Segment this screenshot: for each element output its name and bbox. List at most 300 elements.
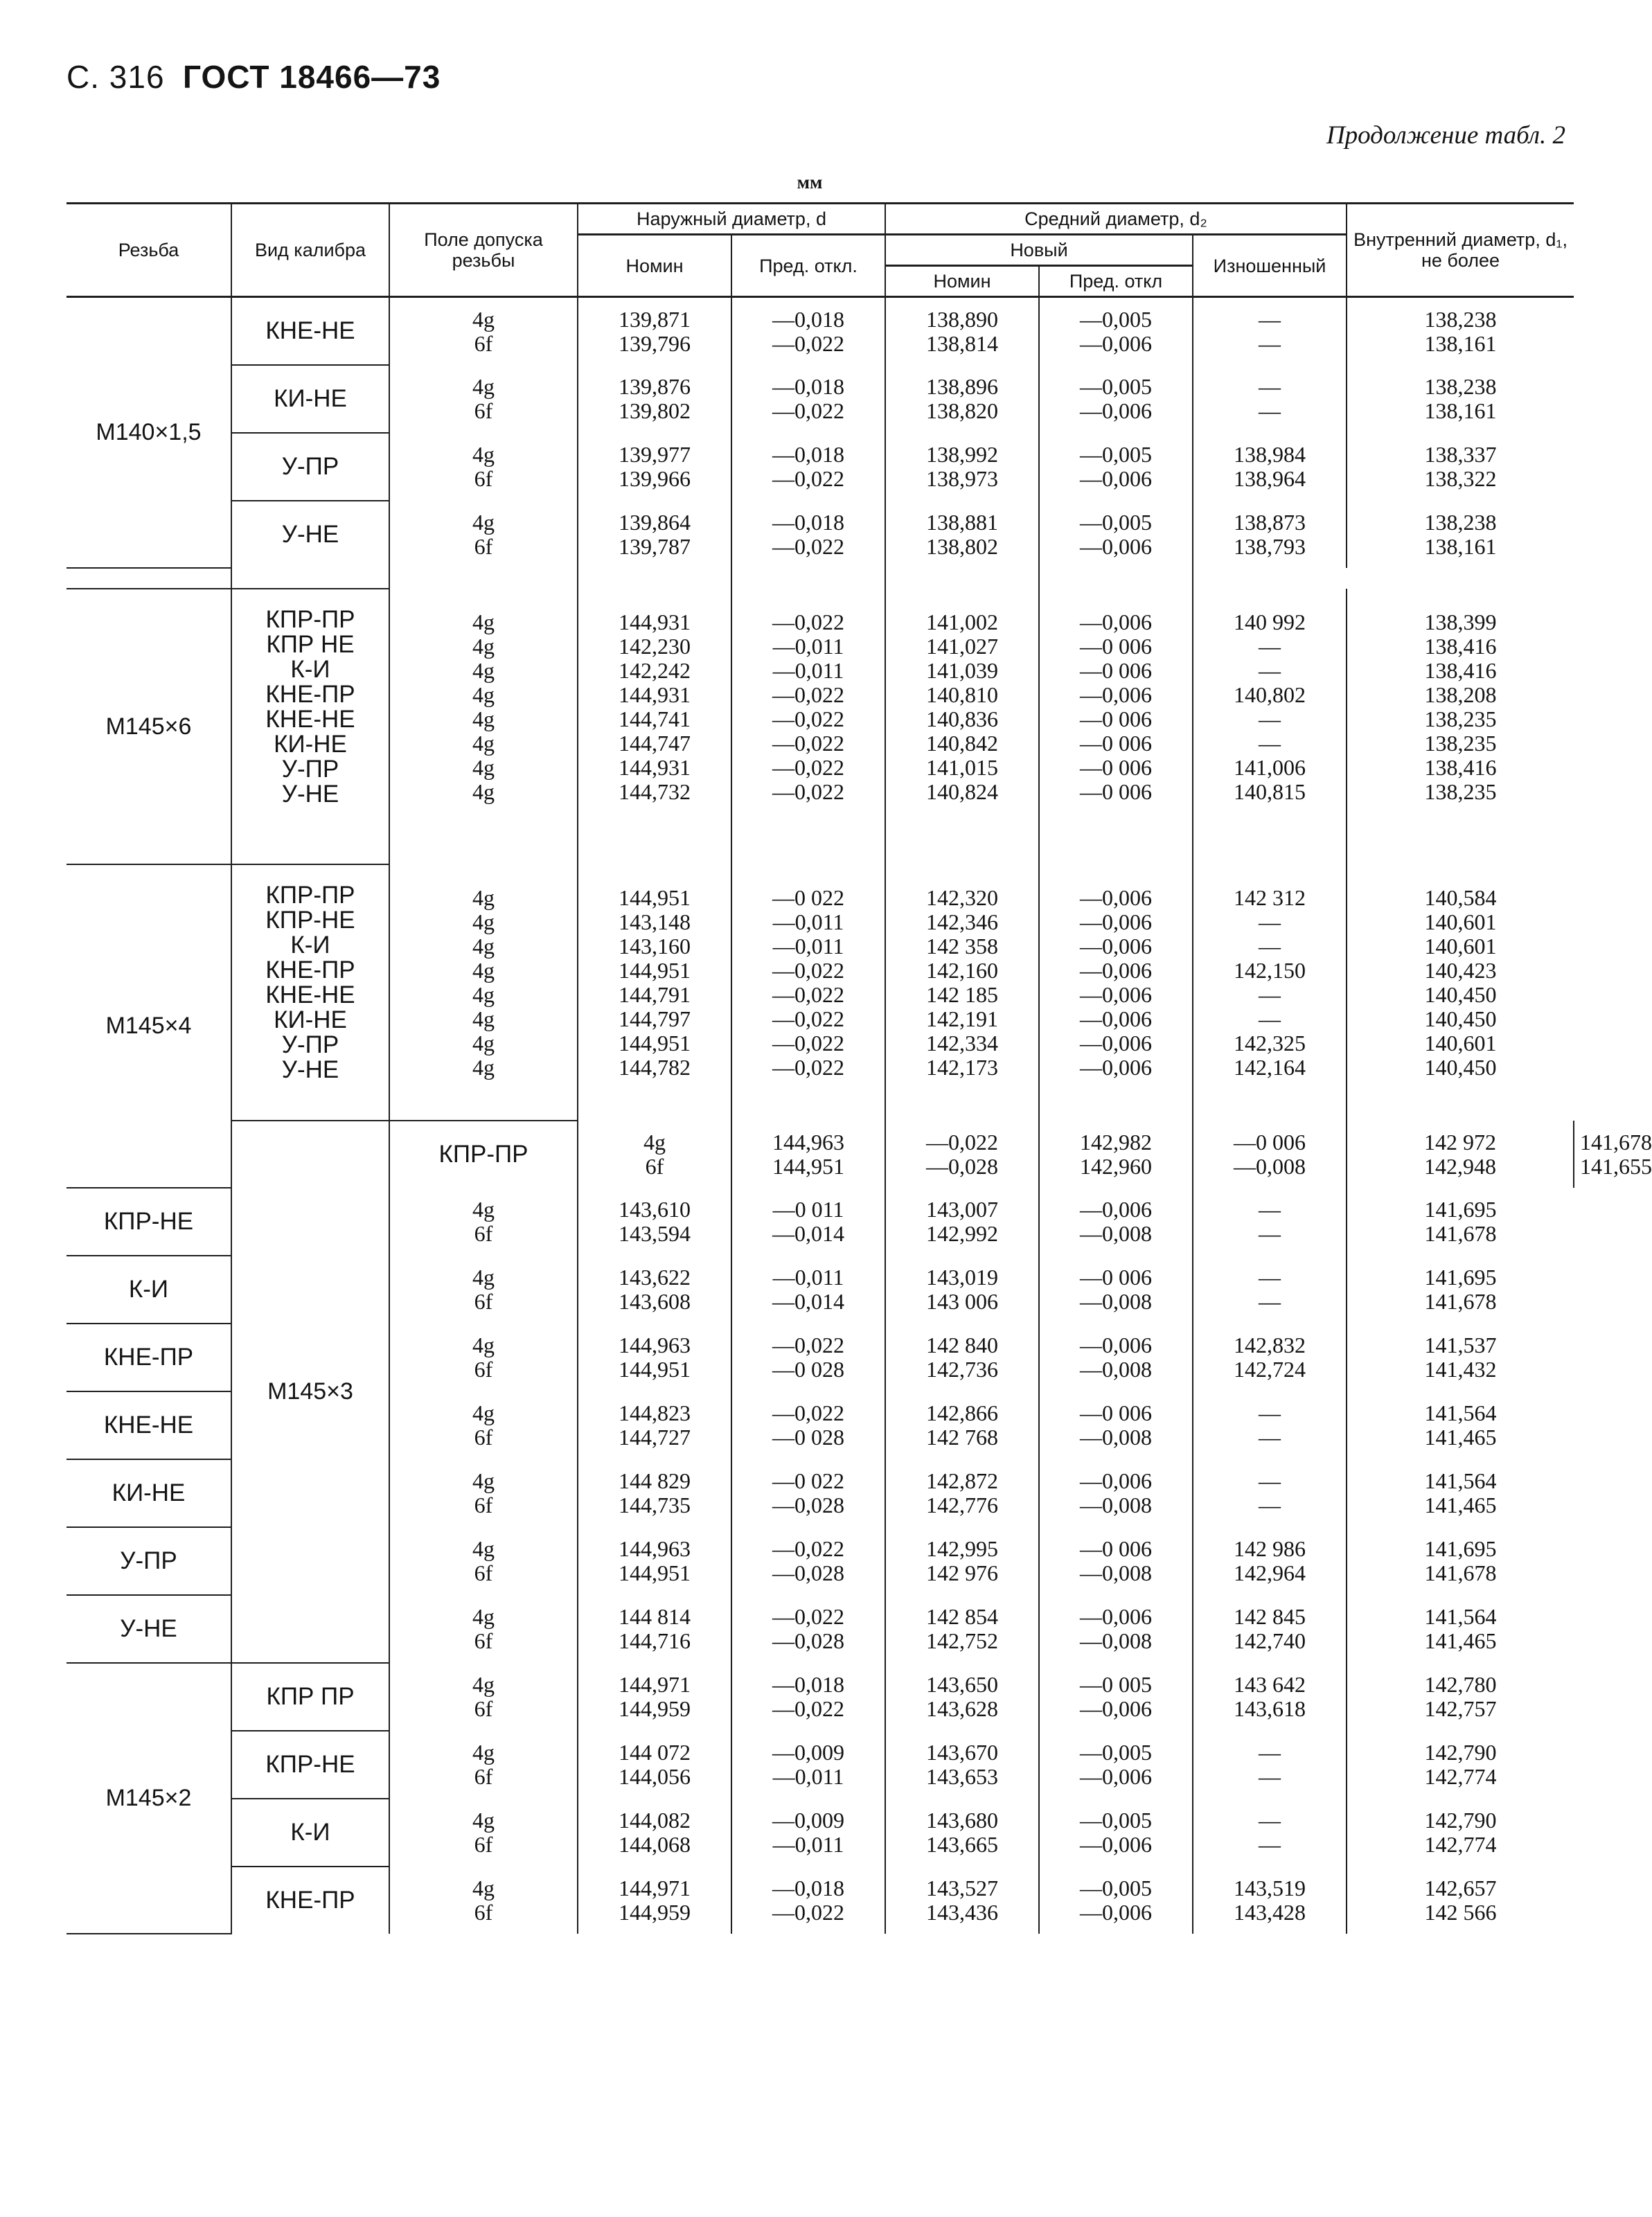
outer-deviation-value: —0,011 bbox=[772, 933, 844, 959]
pitch-nominal-value: 142,346 bbox=[926, 909, 998, 934]
pitch-nominal-cell bbox=[885, 1188, 1039, 1256]
pitch-deviation-value: —0 006 bbox=[1080, 754, 1152, 780]
outer-deviation-value: —0,011 bbox=[772, 1265, 844, 1290]
pitch-nominal-value: 142 358 bbox=[926, 933, 998, 959]
pitch-worn-value: — bbox=[1259, 633, 1281, 659]
outer-deviation-value: —0,022 bbox=[772, 466, 844, 491]
outer-deviation-value: —0,022 bbox=[772, 1030, 844, 1056]
outer-deviation-value: —0,022 bbox=[772, 533, 844, 559]
pitch-nominal-value: 142,173 bbox=[926, 1054, 998, 1080]
outer-nominal-value: 143,608 bbox=[619, 1289, 691, 1314]
table-row bbox=[66, 365, 1574, 433]
thread-gauge-table bbox=[66, 202, 1652, 1934]
inner-diameter-cell bbox=[1347, 365, 1574, 433]
pitch-deviation-value: —0,006 bbox=[1080, 682, 1152, 707]
tolerance-value: 6f bbox=[474, 1832, 493, 1857]
pitch-nominal-value: 140,810 bbox=[926, 682, 998, 707]
tolerance-value: 4g bbox=[472, 933, 495, 959]
gap-cell bbox=[1193, 568, 1347, 589]
outer-nominal-value: 144,056 bbox=[619, 1764, 691, 1789]
outer-nominal-cell bbox=[578, 433, 731, 501]
outer-nominal-cell bbox=[578, 1663, 731, 1731]
pitch-worn-value: — bbox=[1259, 1265, 1281, 1290]
inner-diameter-cell bbox=[1347, 433, 1574, 501]
pitch-nominal-value: 141,027 bbox=[926, 633, 998, 659]
inner-diameter-value: 142,790 bbox=[1424, 1740, 1497, 1765]
gap-cell bbox=[231, 825, 389, 844]
col-outer-deviation: Пред. откл. bbox=[731, 235, 885, 297]
tolerance-value: 6f bbox=[474, 1764, 493, 1789]
pitch-nominal-value: 143 006 bbox=[926, 1289, 998, 1314]
tolerance-cell bbox=[389, 1324, 578, 1391]
pitch-worn-cell bbox=[1193, 1731, 1347, 1799]
pitch-deviation-value: —0,006 bbox=[1080, 533, 1152, 559]
tolerance-value: 4g bbox=[472, 633, 495, 659]
tolerance-value: 4g bbox=[472, 1006, 495, 1031]
inner-diameter-value: 138,161 bbox=[1424, 398, 1497, 423]
pitch-worn-value: 142,164 bbox=[1234, 1054, 1306, 1080]
outer-nominal-value: 139,876 bbox=[619, 374, 691, 399]
outer-nominal-value: 144,951 bbox=[619, 1030, 691, 1056]
pitch-deviation-value: —0 006 bbox=[1080, 778, 1152, 804]
pitch-nominal-value: 143,019 bbox=[926, 1265, 998, 1290]
table-row bbox=[66, 501, 1574, 568]
inner-diameter-value: 138,416 bbox=[1424, 657, 1497, 683]
outer-nominal-value: 144,741 bbox=[619, 706, 691, 731]
pitch-deviation-value: —0 006 bbox=[1080, 633, 1152, 659]
pitch-nominal-value: 142,736 bbox=[926, 1357, 998, 1382]
outer-deviation-cell bbox=[731, 864, 885, 1101]
gauge-type: КНЕ-НЕ bbox=[265, 981, 355, 1008]
pitch-nominal-value: 142,992 bbox=[926, 1221, 998, 1246]
outer-deviation-cell bbox=[731, 501, 885, 568]
inner-diameter-value: 140,450 bbox=[1424, 1006, 1497, 1031]
inner-diameter-cell bbox=[1347, 1324, 1574, 1391]
pitch-deviation-value: —0,008 bbox=[1080, 1560, 1152, 1585]
gauge-type: У-НЕ bbox=[66, 1595, 231, 1663]
pitch-worn-value: 140,815 bbox=[1234, 778, 1306, 804]
inner-diameter-value: 142,774 bbox=[1424, 1832, 1497, 1857]
table-row bbox=[66, 1867, 1574, 1934]
tolerance-value: 4g bbox=[472, 1808, 495, 1833]
pitch-deviation-value: —0,006 bbox=[1080, 609, 1152, 634]
pitch-worn-cell bbox=[1193, 297, 1347, 366]
pitch-worn-cell bbox=[1193, 1663, 1347, 1731]
tolerance-cell bbox=[389, 1663, 578, 1731]
pitch-nominal-value: 142,776 bbox=[926, 1493, 998, 1517]
pitch-nominal-value: 141,002 bbox=[926, 609, 998, 634]
inner-diameter-value: 138,416 bbox=[1424, 633, 1497, 659]
pitch-worn-value: — bbox=[1259, 657, 1281, 683]
tolerance-value: 6f bbox=[474, 1696, 493, 1721]
gap-cell bbox=[731, 844, 885, 864]
gauge-type: КНЕ-ПР bbox=[265, 956, 355, 983]
pitch-worn-value: — bbox=[1259, 981, 1281, 1007]
tolerance-cell bbox=[389, 297, 578, 366]
col-gauge-type: Вид калибра bbox=[231, 204, 389, 297]
gap-cell bbox=[1193, 825, 1347, 844]
pitch-nominal-cell bbox=[885, 1663, 1039, 1731]
tolerance-value: 4g bbox=[472, 682, 495, 707]
gap-cell bbox=[1347, 825, 1574, 844]
inner-diameter-value: 140,601 bbox=[1424, 1030, 1497, 1056]
pitch-worn-cell bbox=[1193, 1527, 1347, 1595]
pitch-nominal-value: 142,866 bbox=[926, 1400, 998, 1425]
gap-cell bbox=[66, 568, 231, 589]
tolerance-cell bbox=[389, 864, 578, 1101]
pitch-deviation-cell bbox=[1039, 1867, 1193, 1934]
pitch-deviation-cell bbox=[1039, 365, 1193, 433]
pitch-nominal-cell bbox=[885, 864, 1039, 1101]
pitch-nominal-value: 140,824 bbox=[926, 778, 998, 804]
inner-diameter-value: 138,238 bbox=[1424, 306, 1497, 332]
outer-nominal-value: 144 829 bbox=[619, 1468, 691, 1493]
outer-nominal-value: 144,951 bbox=[619, 957, 691, 983]
pitch-worn-value: — bbox=[1259, 1221, 1281, 1246]
gauge-type: У-ПР bbox=[231, 433, 389, 501]
pitch-nominal-value: 142,995 bbox=[926, 1536, 998, 1561]
tolerance-cell bbox=[389, 501, 578, 568]
tolerance-value: 6f bbox=[474, 1560, 493, 1585]
col-pitch-deviation: Пред. откл bbox=[1039, 266, 1193, 297]
outer-deviation-value: —0,028 bbox=[772, 1560, 844, 1585]
gap-cell bbox=[389, 568, 578, 589]
pitch-worn-value: — bbox=[1259, 1289, 1281, 1314]
tolerance-value: 6f bbox=[474, 1221, 493, 1246]
inner-diameter-value: 141,432 bbox=[1424, 1357, 1497, 1382]
pitch-worn-value: — bbox=[1259, 1740, 1281, 1765]
tolerance-value: 6f bbox=[474, 466, 493, 491]
tolerance-value: 6f bbox=[645, 1153, 664, 1179]
outer-deviation-cell bbox=[731, 1188, 885, 1256]
col-pitch-diameter: Средний диаметр, d₂ bbox=[885, 204, 1347, 235]
pitch-deviation-value: —0,006 bbox=[1080, 884, 1152, 910]
outer-deviation-value: —0,022 bbox=[772, 981, 844, 1007]
pitch-worn-value: 142 986 bbox=[1234, 1536, 1306, 1561]
pitch-worn-value: — bbox=[1259, 706, 1281, 731]
tolerance-value: 4g bbox=[472, 1536, 495, 1561]
pitch-nominal-cell bbox=[885, 589, 1039, 825]
page-number: С. 316 bbox=[66, 59, 165, 95]
pitch-nominal-value: 143,650 bbox=[926, 1672, 998, 1697]
pitch-worn-cell bbox=[1193, 1595, 1347, 1663]
pitch-nominal-value: 138,814 bbox=[926, 330, 998, 356]
outer-deviation-value: —0,011 bbox=[772, 657, 844, 683]
gap-cell bbox=[731, 825, 885, 844]
inner-diameter-value: 142,780 bbox=[1424, 1672, 1497, 1697]
inner-diameter-value: 138,399 bbox=[1424, 609, 1497, 634]
inner-diameter-value: 142,757 bbox=[1424, 1696, 1497, 1721]
gap-cell bbox=[885, 1101, 1039, 1121]
tolerance-value: 4g bbox=[472, 957, 495, 983]
pitch-nominal-value: 138,896 bbox=[926, 374, 998, 399]
pitch-nominal-value: 143,628 bbox=[926, 1696, 998, 1721]
pitch-deviation-value: —0,006 bbox=[1080, 1030, 1152, 1056]
row-gap bbox=[66, 825, 1574, 844]
outer-nominal-cell bbox=[578, 864, 731, 1101]
outer-deviation-value: —0,022 bbox=[772, 1536, 844, 1561]
pitch-deviation-cell bbox=[1039, 1731, 1193, 1799]
pitch-worn-cell bbox=[1193, 1188, 1347, 1256]
pitch-deviation-cell bbox=[1039, 501, 1193, 568]
outer-nominal-value: 144,931 bbox=[619, 754, 691, 780]
inner-diameter-value: 138,416 bbox=[1424, 754, 1497, 780]
outer-deviation-value: —0 028 bbox=[772, 1357, 844, 1382]
outer-deviation-cell bbox=[731, 589, 885, 825]
pitch-nominal-value: 143,680 bbox=[926, 1808, 998, 1833]
outer-nominal-value: 144,951 bbox=[619, 1357, 691, 1382]
inner-diameter-value: 142,774 bbox=[1424, 1764, 1497, 1789]
table-row bbox=[66, 1663, 1574, 1731]
thread-designation: М140×1,5 bbox=[66, 297, 231, 569]
pitch-worn-cell bbox=[1193, 433, 1347, 501]
pitch-deviation-value: —0,006 bbox=[1080, 1006, 1152, 1031]
pitch-deviation-cell bbox=[1039, 1799, 1193, 1867]
outer-nominal-value: 144,971 bbox=[619, 1875, 691, 1900]
pitch-nominal-value: 142 768 bbox=[926, 1425, 998, 1450]
outer-nominal-value: 139,871 bbox=[619, 306, 691, 332]
outer-deviation-value: —0,022 bbox=[772, 957, 844, 983]
outer-deviation-value: —0 011 bbox=[772, 1197, 844, 1222]
outer-nominal-value: 144,797 bbox=[619, 1006, 691, 1031]
pitch-nominal-value: 143,007 bbox=[926, 1197, 998, 1222]
pitch-worn-cell bbox=[1193, 589, 1347, 825]
pitch-nominal-value: 142,160 bbox=[926, 957, 998, 983]
outer-nominal-value: 139,966 bbox=[619, 466, 691, 491]
pitch-deviation-value: —0,008 bbox=[1080, 1357, 1152, 1382]
outer-nominal-value: 144,931 bbox=[619, 682, 691, 707]
gauge-type-cell bbox=[231, 864, 389, 1101]
tolerance-cell bbox=[389, 1188, 578, 1256]
pitch-deviation-cell bbox=[1039, 1663, 1193, 1731]
gauge-type: К-И bbox=[290, 932, 330, 959]
pitch-nominal-cell bbox=[885, 1527, 1039, 1595]
row-gap bbox=[66, 568, 1574, 589]
pitch-worn-value: 143,519 bbox=[1234, 1875, 1306, 1900]
tolerance-value: 4g bbox=[472, 1604, 495, 1629]
gap-cell bbox=[731, 1101, 885, 1121]
outer-nominal-value: 143,622 bbox=[619, 1265, 691, 1290]
pitch-deviation-value: —0 005 bbox=[1080, 1672, 1152, 1697]
pitch-nominal-value: 138,890 bbox=[926, 306, 998, 332]
inner-diameter-value: 138,238 bbox=[1424, 374, 1497, 399]
pitch-nominal-cell bbox=[885, 1867, 1039, 1934]
pitch-worn-value: 138,984 bbox=[1234, 442, 1306, 467]
tolerance-value: 6f bbox=[474, 1493, 493, 1517]
outer-nominal-value: 139,796 bbox=[619, 330, 691, 356]
unit-label: мм bbox=[797, 172, 823, 193]
outer-nominal-value: 144,791 bbox=[619, 981, 691, 1007]
inner-diameter-value: 141,564 bbox=[1424, 1604, 1497, 1629]
outer-nominal-cell bbox=[578, 1188, 731, 1256]
pitch-deviation-value: —0 006 bbox=[1080, 657, 1152, 683]
pitch-nominal-value: 138,881 bbox=[926, 509, 998, 535]
pitch-deviation-cell bbox=[1039, 297, 1193, 366]
gap-cell bbox=[578, 825, 731, 844]
pitch-nominal-value: 142 185 bbox=[926, 981, 998, 1007]
pitch-worn-value: 142,724 bbox=[1234, 1357, 1306, 1382]
outer-deviation-value: —0,022 bbox=[772, 1400, 844, 1425]
table-row bbox=[66, 1731, 1574, 1799]
outer-nominal-value: 144,963 bbox=[619, 1536, 691, 1561]
pitch-deviation-value: —0,008 bbox=[1234, 1153, 1306, 1179]
gauge-type: КПР-ПР bbox=[265, 882, 355, 909]
inner-diameter-value: 138,161 bbox=[1424, 533, 1497, 559]
pitch-worn-cell bbox=[1193, 864, 1347, 1101]
tolerance-value: 4g bbox=[472, 1400, 495, 1425]
outer-nominal-cell bbox=[578, 1391, 731, 1459]
pitch-worn-cell bbox=[1193, 1799, 1347, 1867]
outer-nominal-cell bbox=[578, 1459, 731, 1527]
inner-diameter-value: 142,790 bbox=[1424, 1808, 1497, 1833]
inner-diameter-value: 141,695 bbox=[1424, 1265, 1497, 1290]
inner-diameter-cell bbox=[1347, 1663, 1574, 1731]
outer-deviation-value: —0,014 bbox=[772, 1221, 844, 1246]
outer-deviation-value: —0,022 bbox=[772, 1696, 844, 1721]
inner-diameter-value: 141,695 bbox=[1424, 1536, 1497, 1561]
outer-deviation-value: —0,022 bbox=[772, 754, 844, 780]
inner-diameter-value: 138,337 bbox=[1424, 442, 1497, 467]
outer-deviation-value: —0,022 bbox=[926, 1129, 998, 1155]
pitch-deviation-value: —0 006 bbox=[1080, 1400, 1152, 1425]
pitch-nominal-value: 142,960 bbox=[1080, 1153, 1152, 1179]
pitch-worn-cell bbox=[1193, 1324, 1347, 1391]
inner-diameter-value: 140,423 bbox=[1424, 957, 1497, 983]
tolerance-value: 4g bbox=[472, 730, 495, 756]
inner-diameter-value: 142 566 bbox=[1424, 1899, 1497, 1925]
gauge-type: У-ПР bbox=[66, 1527, 231, 1595]
gap-cell bbox=[885, 844, 1039, 864]
outer-deviation-value: —0,022 bbox=[772, 706, 844, 731]
tolerance-value: 4g bbox=[472, 1265, 495, 1290]
tolerance-cell bbox=[389, 1799, 578, 1867]
thread-designation: М145×3 bbox=[231, 1121, 389, 1663]
table-row bbox=[66, 297, 1574, 366]
outer-nominal-value: 144,823 bbox=[619, 1400, 691, 1425]
pitch-deviation-cell bbox=[1039, 1324, 1193, 1391]
outer-nominal-cell bbox=[578, 1595, 731, 1663]
outer-nominal-value: 144,931 bbox=[619, 609, 691, 634]
pitch-worn-value: — bbox=[1259, 1006, 1281, 1031]
outer-deviation-cell bbox=[731, 1731, 885, 1799]
gauge-type: КНЕ-ПР bbox=[231, 1867, 389, 1934]
inner-diameter-value: 140,584 bbox=[1424, 884, 1497, 910]
outer-deviation-cell bbox=[731, 1595, 885, 1663]
outer-nominal-cell bbox=[578, 1527, 731, 1595]
pitch-deviation-value: —0,006 bbox=[1080, 909, 1152, 934]
gauge-type-cell bbox=[231, 589, 389, 825]
pitch-deviation-value: —0 006 bbox=[1234, 1129, 1306, 1155]
pitch-worn-value: — bbox=[1259, 374, 1281, 399]
outer-deviation-value: —0,018 bbox=[772, 509, 844, 535]
outer-nominal-value: 143,594 bbox=[619, 1221, 691, 1246]
pitch-deviation-value: —0 006 bbox=[1080, 706, 1152, 731]
outer-deviation-value: —0,018 bbox=[772, 1672, 844, 1697]
inner-diameter-value: 141,465 bbox=[1424, 1493, 1497, 1517]
tolerance-value: 4g bbox=[472, 754, 495, 780]
pitch-worn-value: 142,832 bbox=[1234, 1333, 1306, 1357]
outer-nominal-cell bbox=[578, 1256, 731, 1324]
outer-nominal-value: 144,951 bbox=[619, 1560, 691, 1585]
pitch-deviation-value: —0,006 bbox=[1080, 1899, 1152, 1925]
outer-nominal-value: 144,951 bbox=[772, 1153, 844, 1179]
inner-diameter-value: 141,537 bbox=[1424, 1333, 1497, 1357]
outer-nominal-cell bbox=[578, 1731, 731, 1799]
outer-nominal-value: 139,787 bbox=[619, 533, 691, 559]
pitch-worn-value: 138,964 bbox=[1234, 466, 1306, 491]
pitch-nominal-value: 142,191 bbox=[926, 1006, 998, 1031]
inner-diameter-cell bbox=[1347, 864, 1574, 1101]
thread-designation: М145×6 bbox=[66, 589, 231, 864]
pitch-deviation-value: —0,005 bbox=[1080, 374, 1152, 399]
table-continuation-note: Продолжение табл. 2 bbox=[1326, 121, 1565, 150]
pitch-deviation-value: —0,006 bbox=[1080, 1604, 1152, 1629]
pitch-deviation-value: —0 006 bbox=[1080, 1265, 1152, 1290]
gap-cell bbox=[578, 568, 731, 589]
pitch-worn-value: — bbox=[1259, 1400, 1281, 1425]
gauge-type: КИ-НЕ bbox=[274, 731, 347, 758]
row-gap bbox=[66, 844, 1574, 864]
tolerance-cell bbox=[389, 1459, 578, 1527]
outer-deviation-value: —0,022 bbox=[772, 1333, 844, 1357]
gap-cell bbox=[885, 568, 1039, 589]
outer-deviation-value: —0,022 bbox=[772, 682, 844, 707]
gauge-type: У-НЕ bbox=[231, 501, 389, 568]
pitch-nominal-value: 143,436 bbox=[926, 1899, 998, 1925]
pitch-deviation-value: —0,006 bbox=[1080, 1197, 1152, 1222]
col-thread: Резьба bbox=[66, 204, 231, 297]
col-outer-nominal: Номин bbox=[578, 235, 731, 297]
tolerance-value: 4g bbox=[472, 1333, 495, 1357]
inner-diameter-value: 138,235 bbox=[1424, 778, 1497, 804]
gauge-type: КНЕ-НЕ bbox=[265, 706, 355, 733]
tolerance-value: 4g bbox=[472, 1054, 495, 1080]
tolerance-cell bbox=[389, 433, 578, 501]
pitch-worn-value: 142,948 bbox=[1424, 1153, 1497, 1179]
tolerance-value: 6f bbox=[474, 1357, 493, 1382]
inner-diameter-cell bbox=[1347, 297, 1574, 366]
pitch-nominal-cell bbox=[885, 1256, 1039, 1324]
outer-nominal-value: 144,716 bbox=[619, 1628, 691, 1653]
tolerance-value: 4g bbox=[643, 1129, 666, 1155]
pitch-worn-value: 138,873 bbox=[1234, 509, 1306, 535]
inner-diameter-value: 141,695 bbox=[1424, 1197, 1497, 1222]
pitch-worn-value: — bbox=[1259, 730, 1281, 756]
outer-nominal-value: 142,230 bbox=[619, 633, 691, 659]
outer-deviation-value: —0,018 bbox=[772, 306, 844, 332]
pitch-deviation-cell bbox=[1039, 1188, 1193, 1256]
inner-diameter-cell bbox=[1347, 589, 1574, 825]
tolerance-value: 6f bbox=[474, 1628, 493, 1653]
pitch-nominal-value: 138,973 bbox=[926, 466, 998, 491]
tolerance-value: 4g bbox=[472, 706, 495, 731]
outer-deviation-value: —0,022 bbox=[772, 398, 844, 423]
pitch-nominal-cell bbox=[885, 1459, 1039, 1527]
inner-diameter-value: 141,465 bbox=[1424, 1425, 1497, 1450]
inner-diameter-cell bbox=[1347, 1256, 1574, 1324]
gap-cell bbox=[1347, 844, 1574, 864]
pitch-deviation-cell bbox=[1039, 1256, 1193, 1324]
col-pitch-worn: Изношенный bbox=[1193, 235, 1347, 297]
outer-deviation-cell bbox=[731, 1527, 885, 1595]
pitch-deviation-value: —0,008 bbox=[1080, 1628, 1152, 1653]
pitch-deviation-value: —0,006 bbox=[1080, 398, 1152, 423]
col-inner-diameter: Внутренний диаметр, d₁, не более bbox=[1347, 204, 1574, 297]
gauge-type: КИ-НЕ bbox=[231, 365, 389, 433]
gauge-type: КНЕ-НЕ bbox=[66, 1391, 231, 1459]
gauge-type: У-ПР bbox=[281, 1031, 339, 1058]
gauge-type: КНЕ-НЕ bbox=[231, 297, 389, 366]
